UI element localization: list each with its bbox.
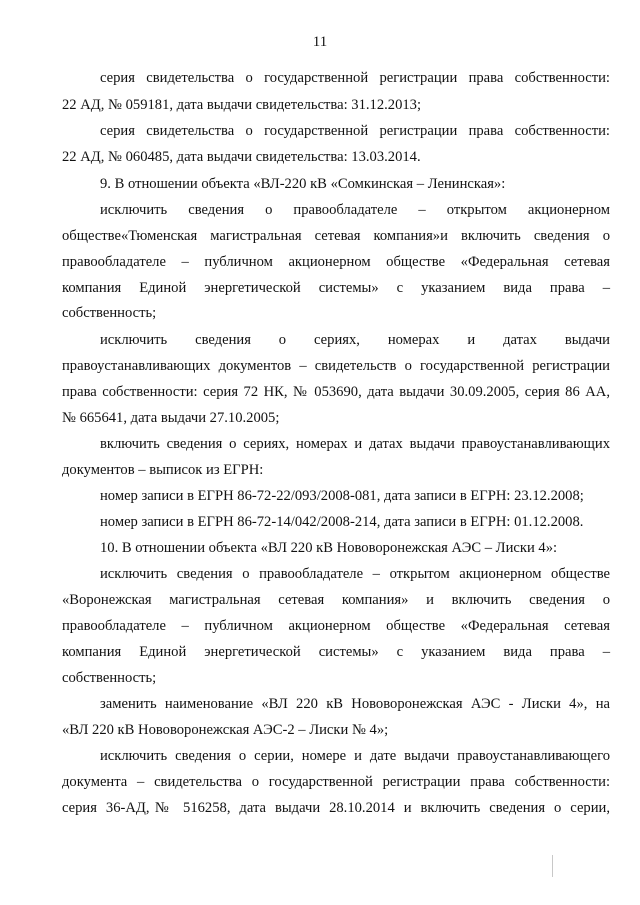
text-line: документа – свидетельства о государственной регистрации права собственности: <box>62 774 610 790</box>
text-line: компания Единой энергетической системы» с указанием вида права – <box>62 644 610 660</box>
text-line: правообладателе – публичном акционерном обществе «Федеральная сетевая <box>62 618 610 634</box>
text-line: 9. В отношении объекта «ВЛ-220 кВ «Сомкинская – Ленинская»: <box>100 176 506 192</box>
text-line: исключить сведения о правообладателе – открытом акционерном <box>100 202 610 218</box>
page-number: 11 <box>312 34 328 50</box>
text-line: обществе«Тюменская магистральная сетевая компания»и включить сведения о <box>62 228 610 244</box>
text-line: 22 АД, № 060485, дата выдачи свидетельства: 13.03.2014. <box>62 149 421 165</box>
text-line: № 665641, дата выдачи 27.10.2005; <box>62 410 280 426</box>
text-line: собственность; <box>62 670 157 686</box>
text-line: «Воронежская магистральная сетевая компания» и включить сведения о <box>62 592 610 608</box>
text-line: включить сведения о сериях, номерах и датах выдачи правоустанавливающих <box>100 436 610 452</box>
text-line: серия свидетельства о государственной регистрации права собственности: <box>100 123 610 139</box>
text-line: «ВЛ 220 кВ Нововоронежская АЭС-2 – Лиски № 4»; <box>62 722 389 738</box>
text-line: заменить наименование «ВЛ 220 кВ Нововоронежская АЭС - Лиски 4», на <box>100 696 610 712</box>
text-line: правоустанавливающих документов – свидетельств о государственной регистрации <box>62 358 610 374</box>
text-line: 10. В отношении объекта «ВЛ 220 кВ Нововоронежская АЭС – Лиски 4»: <box>100 540 558 556</box>
text-line: серия свидетельства о государственной регистрации права собственности: <box>100 70 610 86</box>
text-line: правообладателе – публичном акционерном обществе «Федеральная сетевая <box>62 254 610 270</box>
text-line: компания Единой энергетической системы» с указанием вида права – <box>62 280 610 296</box>
text-line: 22 АД, № 059181, дата выдачи свидетельства: 31.12.2013; <box>62 97 422 113</box>
text-line: исключить сведения о сериях, номерах и датах выдачи <box>100 332 610 348</box>
text-line: номер записи в ЕГРН 86-72-22/093/2008-081, дата записи в ЕГРН: 23.12.2008; <box>100 488 584 504</box>
text-line: права собственности: серия 72 НК, № 053690, дата выдачи 30.09.2005, серия 86 АА, <box>62 384 610 400</box>
text-line: собственность; <box>62 305 157 321</box>
text-line: исключить сведения о серии, номере и дате выдачи правоустанавливающего <box>100 748 610 764</box>
text-line: документов – выписок из ЕГРН: <box>62 462 264 478</box>
text-line: номер записи в ЕГРН 86-72-14/042/2008-214, дата записи в ЕГРН: 01.12.2008. <box>100 514 584 530</box>
scan-speck <box>552 855 553 877</box>
text-line: исключить сведения о правообладателе – открытом акционерном обществе <box>100 566 610 582</box>
text-line: серия 36-АД,№ 516258, дата выдачи 28.10.2014 и включить сведения о серии, <box>62 800 610 816</box>
